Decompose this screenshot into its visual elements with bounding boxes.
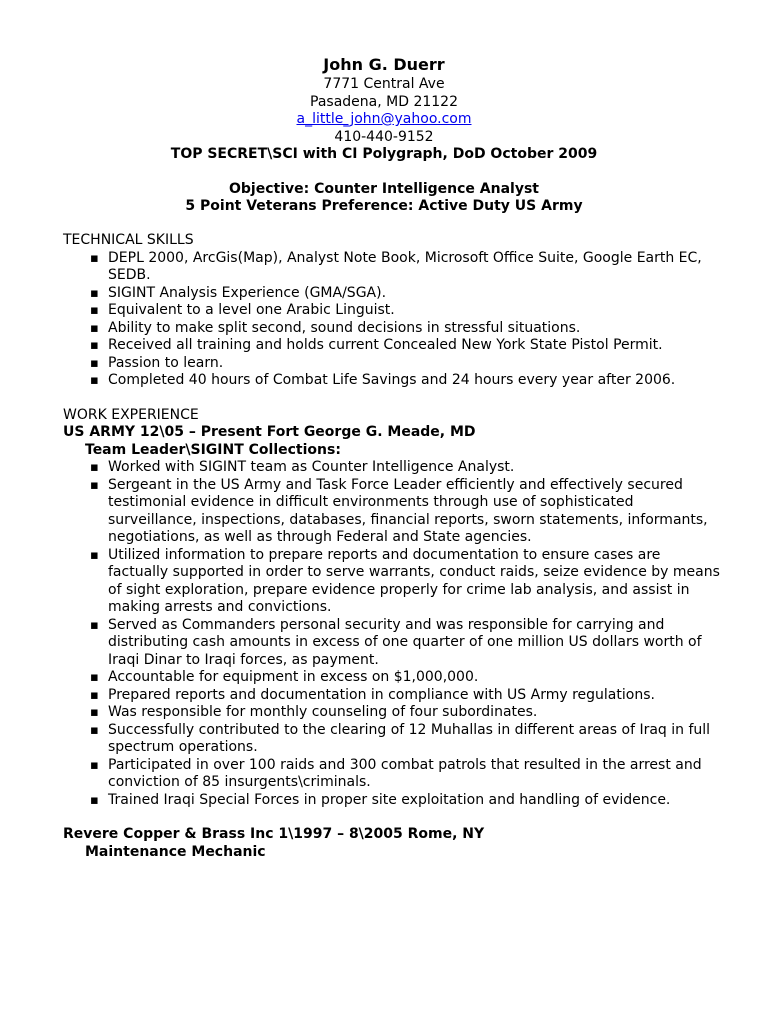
list-item: ▪ DEPL 2000, ArcGis(Map), Analyst Note Book, Microsoft Office Suite, Google Earth EC, SEDB.: [63, 250, 723, 285]
security-clearance: TOP SECRET\SCI with CI Polygraph, DoD October 2009: [170, 146, 598, 162]
list-item: ▪ Utilized information to prepare reports and documentation to ensure cases are factually supported in order to serve warrants, conduct raids, seize evidence by means of sight exploration, prepare evidence properly for crime lab analysis, and assist in making arrests and convictions.: [63, 547, 723, 617]
list-item: ▪ Received all training and holds current Concealed New York State Pistol Permit.: [63, 337, 723, 355]
job-header-us-army: US ARMY 12\05 – Present Fort George G. Meade, MD: [63, 424, 476, 440]
list-item: ▪ Passion to learn.: [63, 355, 723, 373]
us-army-duties-list: [63, 459, 723, 809]
candidate-name: John G. Duerr: [323, 55, 445, 74]
resume-header: [0, 54, 768, 216]
list-item: ▪ Was responsible for monthly counseling of four subordinates.: [63, 704, 723, 722]
job-header-revere-copper: Revere Copper & Brass Inc 1\1997 – 8\2005 Rome, NY: [63, 826, 485, 842]
list-item: ▪ Completed 40 hours of Combat Life Savings and 24 hours every year after 2006.: [63, 372, 723, 390]
resume-body: [63, 232, 723, 861]
list-item: ▪ Equivalent to a level one Arabic Linguist.: [63, 302, 723, 320]
list-item: ▪ Participated in over 100 raids and 300 combat patrols that resulted in the arrest and conviction of 85 insurgents\criminals.: [63, 757, 723, 792]
list-item: ▪ Accountable for equipment in excess on $1,000,000.: [63, 669, 723, 687]
list-item: ▪ Served as Commanders personal security and was responsible for carrying and distributing cash amounts in excess of one quarter of one million US dollars worth of Iraqi Dinar to Iraqi forces, as payment.: [63, 617, 723, 670]
list-item: ▪ Successfully contributed to the clearing of 12 Muhallas in different areas of Iraq in full spectrum operations.: [63, 722, 723, 757]
objective: Objective: Counter Intelligence Analyst: [228, 180, 539, 197]
phone-number: 410-440-9152: [334, 128, 434, 145]
list-item: ▪ Sergeant in the US Army and Task Force Leader efficiently and effectively secured testimonial evidence in difficult environments through use of sophisticated surveillance, inspections, databases, financial reports, sworn statements, informants, negotiations, as well as through Federal and State agencies.: [63, 477, 723, 547]
job-role-maintenance-mechanic: Maintenance Mechanic: [85, 843, 266, 860]
technical-skills-heading: TECHNICAL SKILLS: [63, 232, 194, 248]
technical-skills-list: [63, 250, 723, 390]
list-item: ▪ Prepared reports and documentation in compliance with US Army regulations.: [63, 687, 723, 705]
list-item: ▪ Trained Iraqi Special Forces in proper site exploitation and handling of evidence.: [63, 792, 723, 810]
work-experience-heading: WORK EXPERIENCE: [63, 406, 199, 423]
email-link[interactable]: a_little_john@yahoo.com: [296, 111, 472, 127]
veterans-preference: 5 Point Veterans Preference: Active Duty US Army: [185, 198, 583, 214]
job-role-team-leader: Team Leader\SIGINT Collections:: [85, 441, 341, 458]
list-item: ▪ SIGINT Analysis Experience (GMA/SGA).: [63, 285, 723, 303]
street-address: 7771 Central Ave: [323, 76, 445, 92]
city-state-zip: Pasadena, MD 21122: [310, 93, 458, 110]
list-item: ▪ Ability to make split second, sound decisions in stressful situations.: [63, 320, 723, 338]
list-item: ▪ Worked with SIGINT team as Counter Intelligence Analyst.: [63, 459, 723, 477]
